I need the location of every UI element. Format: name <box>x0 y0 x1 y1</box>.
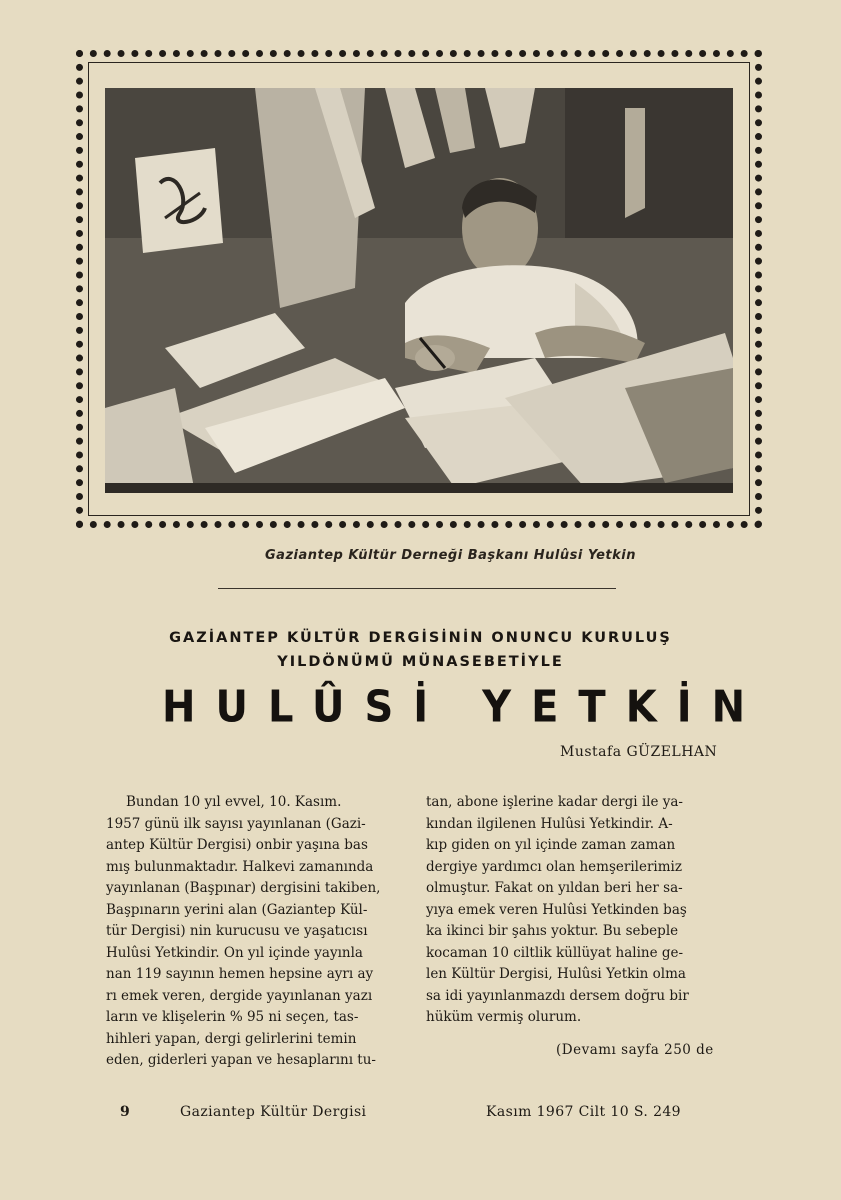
caption-divider <box>218 588 616 589</box>
text-line: hüküm vermiş olurum. <box>426 1009 582 1025</box>
portrait-photo <box>105 88 733 493</box>
text-line: ka ikinci bir şahıs yoktur. Bu sebeple <box>426 923 679 939</box>
footer-magazine-name: Gaziantep Kültür Dergisi <box>180 1104 367 1120</box>
heading-line-2: YILDÖNÜMÜ MÜNASEBETİYLE <box>277 654 564 670</box>
text-line: yıya emek veren Hulûsi Yetkinden baş <box>426 901 687 918</box>
continued-note: (Devamı sayfa 250 de <box>556 1042 714 1058</box>
text-line: dergiye yardımcı olan hemşerilerimiz <box>426 858 682 875</box>
page-number: 9 <box>120 1104 131 1120</box>
text-line: sa idi yayınlanmazdı dersem doğru bir <box>426 987 689 1004</box>
text-line: nan 119 sayının hemen hepsine ayrı ay <box>106 966 374 982</box>
text-line: yayınlanan (Başpınar) dergisini takiben, <box>106 880 381 896</box>
article-author: Mustafa GÜZELHAN <box>560 744 718 760</box>
article-title: HULÛSİ YETKİN <box>162 682 766 733</box>
photo-caption <box>0 548 841 563</box>
text-line: kıp giden on yıl içinde zaman zaman <box>426 837 676 853</box>
text-line: ların ve klişelerin % 95 ni seçen, tas- <box>106 1009 359 1025</box>
text-line: Hulûsi Yetkindir. On yıl içinde yayınla <box>106 944 363 961</box>
article-column-right <box>426 792 756 1029</box>
text-line: kocaman 10 ciltlik küllüyat haline ge- <box>426 944 684 961</box>
text-line: eden, giderleri yapan ve hesaplarını tu- <box>106 1052 376 1068</box>
text-line: antep Kültür Dergisi) onbir yaşına bas <box>106 837 368 853</box>
text-line: hihleri yapan, dergi gelirlerini temin <box>106 1030 357 1047</box>
text-line: tan, abone işlerine kadar dergi ile ya- <box>426 794 683 810</box>
text-line: tür Dergisi) nin kurucusu ve yaşatıcısı <box>106 923 368 939</box>
photo-caption-text: Gaziantep Kültür Derneği Başkanı Hulûsi Yetkin <box>265 548 636 563</box>
footer-issue-info: Kasım 1967 Cilt 10 S. 249 <box>486 1104 681 1120</box>
heading-line-1: GAZİANTEP KÜLTÜR DERGİSİNİN ONUNCU KURULUŞ <box>169 630 672 646</box>
text-line: kından ilgilenen Hulûsi Yetkindir. A- <box>426 815 673 832</box>
text-line: olmuştur. Fakat on yıldan beri her sa- <box>426 880 683 896</box>
text-line: 1957 günü ilk sayısı yayınlanan (Gazi- <box>106 815 366 832</box>
text-line: len Kültür Dergisi, Hulûsi Yetkin olma <box>426 966 686 982</box>
article-column-left <box>106 792 421 1072</box>
text-line: mış bulunmaktadır. Halkevi zamanında <box>106 858 374 875</box>
text-line: Başpınarın yerini alan (Gaziantep Kül- <box>106 901 368 918</box>
text-line: rı emek veren, dergide yayınlanan yazı <box>106 987 373 1004</box>
text-line: Bundan 10 yıl evvel, 10. Kasım. <box>126 794 342 810</box>
